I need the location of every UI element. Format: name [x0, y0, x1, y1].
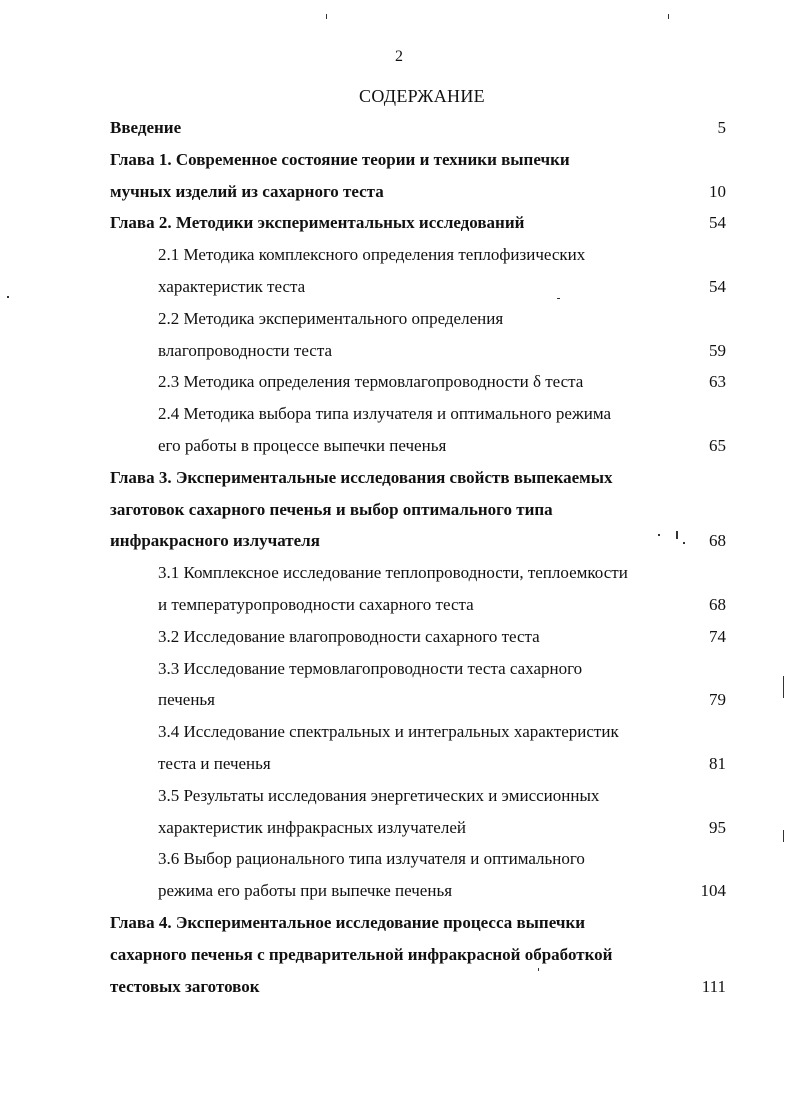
toc-page-number: 95: [709, 817, 726, 837]
toc-page-number: 68: [709, 594, 726, 614]
toc-section-line: [0, 875, 798, 907]
toc-entry-text: инфракрасного излучателя: [110, 531, 320, 551]
toc-page-number: 54: [709, 213, 726, 233]
toc-page-number: 104: [700, 881, 726, 901]
toc-entry-text: теста и печенья: [158, 753, 271, 773]
scan-speck: [668, 14, 669, 19]
toc-entry-text: Глава 2. Методики экспериментальных исследований: [110, 213, 525, 233]
toc-chapter-line: [0, 112, 798, 144]
toc-page-number: 65: [709, 435, 726, 455]
toc-chapter-line: [0, 176, 798, 208]
toc-section-line: [0, 366, 798, 398]
toc-entry-text: и температуропроводности сахарного теста: [158, 594, 474, 614]
toc-entry-text: Глава 1. Современное состояние теории и техники выпечки: [110, 149, 570, 169]
toc-page-number: 5: [717, 118, 726, 137]
toc-section-line: [0, 271, 798, 303]
scan-speck: [7, 296, 9, 298]
toc-chapter-line: [0, 144, 798, 176]
toc-section-line: [0, 843, 798, 875]
toc-entry-text: 3.3 Исследование термовлагопроводности теста сахарного: [158, 658, 583, 678]
page-title: СОДЕРЖАНИЕ: [359, 86, 485, 106]
toc-entry-text: тестовых заготовок: [110, 976, 260, 996]
toc-section-line: [0, 430, 798, 462]
toc-chapter-line: [0, 939, 798, 971]
toc-entry-text: печенья: [158, 690, 215, 710]
toc-page-number: 79: [709, 690, 726, 710]
toc-chapter-line: [0, 907, 798, 939]
toc-entry-text: характеристик инфракрасных излучателей: [158, 817, 466, 837]
scan-speck: [683, 542, 685, 544]
toc-section-line: [0, 684, 798, 716]
toc-section-line: [0, 335, 798, 367]
toc-entry-text: Введение: [110, 118, 182, 137]
scan-speck: [538, 968, 539, 971]
toc-section-line: [0, 239, 798, 271]
toc-section-line: [0, 303, 798, 335]
toc-entry-text: заготовок сахарного печенья и выбор оптимального типа: [110, 499, 553, 519]
toc-entry-text: 2.1 Методика комплексного определения теплофизических: [158, 245, 586, 265]
toc-entry-text: 2.4 Методика выбора типа излучателя и оптимального режима: [158, 404, 612, 424]
toc-section-line: [0, 621, 798, 653]
toc-page-number: 10: [709, 181, 726, 201]
toc-entry-text: 3.1 Комплексное исследование теплопроводности, теплоемкости: [158, 563, 628, 583]
page-number: 2: [395, 48, 403, 65]
toc-section-line: [0, 398, 798, 430]
toc-section-line: [0, 780, 798, 812]
toc-chapter-line: [0, 494, 798, 526]
toc-entry-text: режима его работы при выпечке печенья: [158, 881, 453, 901]
toc-entry-text: 3.5 Результаты исследования энергетических и эмиссионных: [158, 785, 600, 805]
toc-chapter-line: [0, 462, 798, 494]
toc-page-number: 81: [709, 753, 726, 773]
toc-page-number: 54: [709, 276, 726, 296]
scan-speck: [676, 531, 678, 539]
toc-entry-text: мучных изделий из сахарного теста: [110, 181, 384, 201]
toc-entry-text: 3.6 Выбор рационального типа излучателя и оптимального: [158, 849, 585, 869]
toc-entry-text: 2.2 Методика экспериментального определения: [158, 308, 504, 328]
toc-page-number: 68: [709, 531, 726, 551]
toc-entry-text: сахарного печенья с предварительной инфракрасной обработкой: [110, 944, 613, 964]
toc-section-line: [0, 748, 798, 780]
scan-speck: [658, 534, 660, 536]
toc-section-line: [0, 653, 798, 685]
toc-entry-text: 3.2 Исследование влагопроводности сахарного теста: [158, 626, 540, 646]
scan-speck: [783, 830, 784, 842]
scan-speck: [783, 676, 784, 698]
toc-page-number: 111: [701, 976, 726, 996]
toc-section-line: [0, 812, 798, 844]
table-of-contents: [0, 112, 798, 1002]
toc-section-line: [0, 716, 798, 748]
scan-speck: [326, 14, 327, 19]
toc-section-line: [0, 589, 798, 621]
toc-entry-text: его работы в процессе выпечки печенья: [158, 435, 447, 455]
toc-section-line: [0, 557, 798, 589]
scan-speck: [557, 298, 560, 299]
toc-entry-text: Глава 4. Экспериментальное исследование процесса выпечки: [110, 912, 586, 932]
toc-entry-text: 2.3 Методика определения термовлагопроводности δ теста: [158, 372, 584, 392]
toc-chapter-line: [0, 525, 798, 557]
toc-entry-text: Глава 3. Экспериментальные исследования свойств выпекаемых: [110, 467, 613, 487]
toc-entry-text: характеристик теста: [158, 276, 306, 296]
toc-entry-text: влагопроводности теста: [158, 340, 333, 360]
toc-page-number: 59: [709, 340, 726, 360]
toc-page-number: 63: [709, 372, 726, 392]
toc-entry-text: 3.4 Исследование спектральных и интегральных характеристик: [158, 722, 619, 742]
toc-chapter-line: [0, 207, 798, 239]
toc-chapter-line: [0, 971, 798, 1003]
toc-page-number: 74: [709, 626, 726, 646]
